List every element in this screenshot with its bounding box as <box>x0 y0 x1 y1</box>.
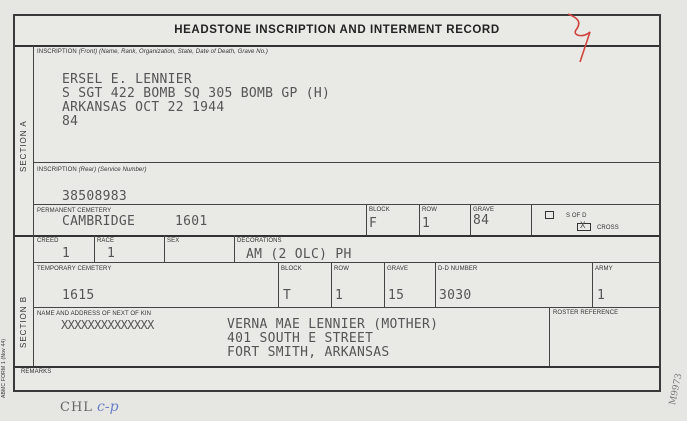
kin-line-street: 401 SOUTH E STREET <box>227 331 374 346</box>
margin-note-blue: c-p <box>97 399 119 415</box>
section-divider <box>33 45 34 366</box>
form-title: HEADSTONE INSCRIPTION AND INTERMENT RECORD <box>174 24 500 36</box>
rule-remarks <box>15 366 659 368</box>
form-number: ABMC FORM 1 (Nov 44) <box>1 338 7 398</box>
decorations-label: DECORATIONS <box>237 238 282 244</box>
rule-temp-kin <box>33 307 659 308</box>
section-a-label: SECTION A <box>19 120 28 172</box>
army-value: 1 <box>597 288 606 303</box>
inscription-front-lines <box>62 73 330 129</box>
creed-label: CREED <box>37 238 59 244</box>
temp-block-value: T <box>283 288 292 303</box>
cross-checkbox[interactable] <box>577 223 591 231</box>
cross-label: CROSS <box>597 225 619 231</box>
sex-label: SEX <box>167 238 180 244</box>
temp-cemetery-value: 1615 <box>62 288 95 303</box>
race-label: RACE <box>97 238 115 244</box>
service-number: 38508983 <box>62 189 128 204</box>
perm-row-value: 1 <box>422 216 431 231</box>
dd-number-value: 3030 <box>439 288 472 303</box>
s-of-d-checkbox[interactable] <box>545 211 554 219</box>
rule-rear-perm <box>33 204 659 205</box>
temp-block-label: BLOCK <box>281 266 302 272</box>
margin-note-chl: CHL <box>60 400 93 415</box>
kin-struck-text: XXXXXXXXXXXXXX <box>61 318 154 332</box>
s-of-d-label: S OF D <box>566 213 587 219</box>
kin-line-city: FORT SMITH, ARKANSAS <box>227 345 390 360</box>
next-of-kin-label: NAME AND ADDRESS OF NEXT OF KIN <box>37 311 152 317</box>
decorations-value: AM (2 OLC) PH <box>246 247 352 262</box>
temp-row-label: ROW <box>334 266 349 272</box>
temp-row-value: 1 <box>335 288 344 303</box>
inscription-line-unit: S SGT 422 BOMB SQ 305 BOMB GP (H) <box>62 86 331 101</box>
margin-note-right: M9973 <box>668 372 685 407</box>
permanent-cemetery-label: PERMANENT CEMETERY <box>37 208 112 214</box>
rule-section-a-b <box>15 235 659 237</box>
inscription-line-name: ERSEL E. LENNIER <box>62 72 193 87</box>
army-label: ARMY <box>595 266 613 272</box>
headstone-record-card <box>13 14 661 392</box>
perm-grave-value: 84 <box>473 213 490 228</box>
temp-grave-label: GRAVE <box>387 266 409 272</box>
inscription-rear-label: INSCRIPTION (Rear) (Service Number) <box>37 167 147 173</box>
rule-creed-temp <box>33 262 659 263</box>
perm-grave-label: GRAVE <box>473 207 495 213</box>
rule-front-rear <box>33 162 659 163</box>
perm-block-label: BLOCK <box>369 207 390 213</box>
remarks-label: REMARKS <box>21 369 52 375</box>
race-value: 1 <box>107 246 116 261</box>
permanent-cemetery-value: CAMBRIDGE <box>62 214 136 229</box>
next-of-kin-lines <box>227 318 438 360</box>
kin-line-name: VERNA MAE LENNIER (MOTHER) <box>227 317 439 332</box>
roster-reference-label: ROSTER REFERENCE <box>553 310 619 316</box>
permanent-cemetery-code: 1601 <box>175 214 208 229</box>
temp-cemetery-label: TEMPORARY CEMETERY <box>37 266 112 272</box>
temp-grave-value: 15 <box>388 288 405 303</box>
perm-block-value: F <box>369 216 378 231</box>
section-b-label: SECTION B <box>19 295 28 348</box>
inscription-front-label: INSCRIPTION (Front) (Name, Rank, Organization, State, Date of Death, Grave No.) <box>37 49 269 55</box>
perm-row-label: ROW <box>422 207 437 213</box>
red-pencil-mark-icon <box>562 8 598 66</box>
creed-value: 1 <box>62 246 71 261</box>
inscription-line-state-date: ARKANSAS OCT 22 1944 <box>62 100 225 115</box>
inscription-line-grave: 84 <box>62 114 79 129</box>
cross-mark: X <box>580 221 586 231</box>
dd-number-label: D-D NUMBER <box>438 266 478 272</box>
